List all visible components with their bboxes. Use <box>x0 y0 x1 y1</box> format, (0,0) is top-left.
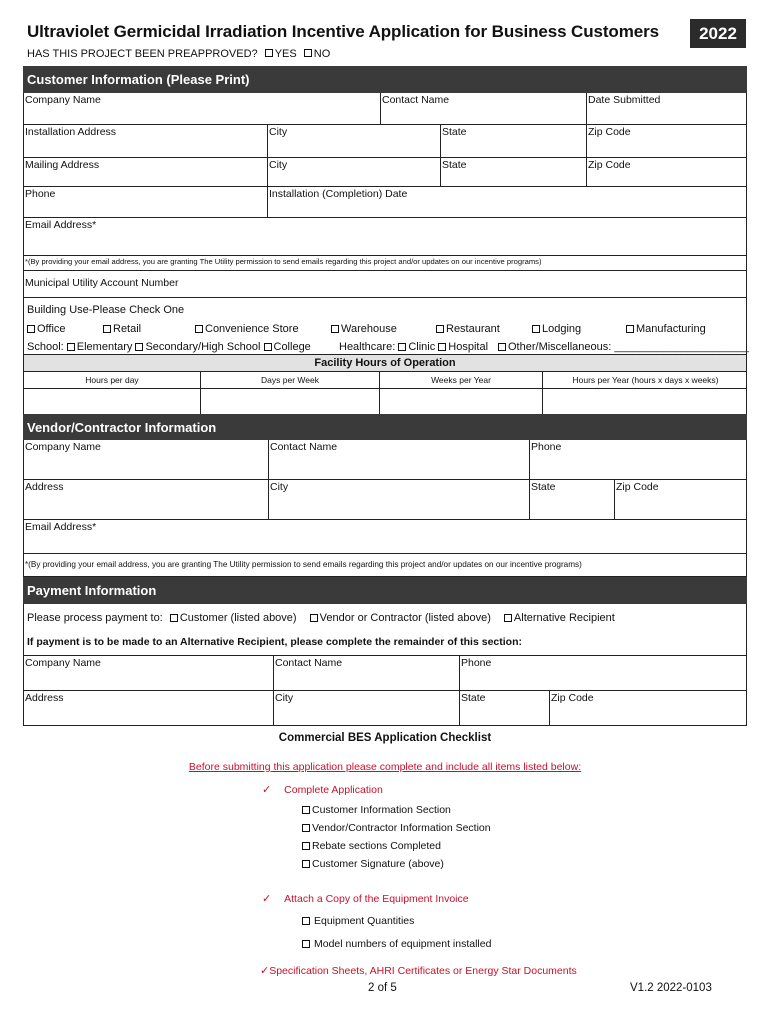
installation-address-field[interactable]: Installation Address <box>25 126 117 138</box>
alternative-recipient-note: If payment is to be made to an Alternative Recipient, please complete the remainder of this section: <box>27 636 522 648</box>
vendor-email-note: *(By providing your email address, you are granting The Utility permission to send emails regarding this project and/or updates on our incentive programs) <box>25 560 582 569</box>
hours-per-day-header: Hours per day <box>85 375 139 385</box>
vendor-state-field[interactable]: State <box>531 481 556 493</box>
customer-contact-name-field[interactable]: Contact Name <box>382 94 450 106</box>
checklist-instruction: Before submitting this application please complete and include all items listed below: <box>188 761 582 773</box>
use-restaurant-option[interactable]: Restaurant <box>436 323 500 335</box>
manufacturing-checkbox[interactable] <box>626 325 634 333</box>
retail-checkbox[interactable] <box>103 325 111 333</box>
alt-phone-field[interactable]: Phone <box>461 657 492 669</box>
customer-section-header: Customer Information (Please Print) <box>23 66 747 93</box>
weeks-per-year-input[interactable] <box>379 389 380 414</box>
payment-info-grid <box>23 655 747 726</box>
use-office-option[interactable]: Office <box>27 323 66 335</box>
alt-company-name-field[interactable]: Company Name <box>25 657 101 669</box>
lodging-checkbox[interactable] <box>532 325 540 333</box>
yes-label: YES <box>274 48 297 60</box>
sub-item-equipment-quantities: Equipment Quantities <box>302 915 414 927</box>
installation-city-field[interactable]: City <box>269 126 288 138</box>
secondary-checkbox[interactable] <box>135 343 143 351</box>
building-use-section <box>24 298 749 356</box>
vendor-zip-field[interactable]: Zip Code <box>616 481 659 493</box>
payment-section-header: Payment Information <box>23 577 747 604</box>
restaurant-checkbox[interactable] <box>436 325 444 333</box>
school-options: School: Elementary Secondary/High School College <box>27 341 311 353</box>
alt-contact-name-field[interactable]: Contact Name <box>275 657 343 669</box>
vendor-city-field[interactable]: City <box>270 481 289 493</box>
days-per-week-input[interactable] <box>200 389 201 414</box>
mailing-address-field[interactable]: Mailing Address <box>25 159 100 171</box>
vendor-section-header: Vendor/Contractor Information <box>23 414 747 440</box>
pay-vendor-checkbox[interactable] <box>310 614 318 622</box>
vendor-address-field[interactable]: Address <box>25 481 64 493</box>
facility-hours-grid <box>23 372 747 415</box>
preapproved-label: HAS THIS PROJECT BEEN PREAPPROVED? <box>27 48 258 60</box>
mailing-city-field[interactable]: City <box>269 159 288 171</box>
hours-per-year-header: Hours per Year (hours x days x weeks) <box>572 375 719 385</box>
vendor-company-name-field[interactable]: Company Name <box>25 441 101 453</box>
version-label: V1.2 2022-0103 <box>630 982 712 994</box>
vendor-contact-name-field[interactable]: Contact Name <box>270 441 338 453</box>
checklist-item-spec-sheets: ✓Specification Sheets, AHRI Certificates or Energy Star Documents <box>260 965 577 977</box>
other-checkbox[interactable] <box>498 343 506 351</box>
customer-company-name-field[interactable]: Company Name <box>25 94 101 106</box>
building-use-label: Building Use-Please Check One <box>27 304 185 316</box>
checklist-item-application: ✓ Complete Application <box>262 784 383 796</box>
use-warehouse-option[interactable]: Warehouse <box>331 323 397 335</box>
alt-state-field[interactable]: State <box>461 692 486 704</box>
customer-phone-field[interactable]: Phone <box>25 188 56 200</box>
installation-zip-field[interactable]: Zip Code <box>588 126 631 138</box>
hours-per-year-input[interactable] <box>542 389 543 414</box>
payment-recipient-line: Please process payment to: Customer (listed above) Vendor or Contractor (listed above) Alternative Recipient <box>27 612 615 624</box>
customer-email-field[interactable]: Email Address* <box>25 219 97 231</box>
alt-address-field[interactable]: Address <box>25 692 64 704</box>
payment-options <box>23 604 747 655</box>
customer-email-note: *(By providing your email address, you are granting The Utility permission to send emails regarding this project and/or updates on our incentive programs) <box>25 257 542 266</box>
use-convenience-option[interactable]: Convenience Store <box>195 323 299 335</box>
vendor-info-grid <box>23 440 747 577</box>
clinic-checkbox[interactable] <box>398 343 406 351</box>
office-checkbox[interactable] <box>27 325 35 333</box>
installation-state-field[interactable]: State <box>442 126 467 138</box>
pay-alternative-checkbox[interactable] <box>504 614 512 622</box>
form-title: Ultraviolet Germicidal Irradiation Incentive Application for Business Customers <box>27 22 659 41</box>
sub-item-model-numbers: Model numbers of equipment installed <box>302 938 491 950</box>
vendor-phone-field[interactable]: Phone <box>531 441 562 453</box>
alt-city-field[interactable]: City <box>275 692 294 704</box>
use-manufacturing-option[interactable]: Manufacturing <box>626 323 706 335</box>
elementary-checkbox[interactable] <box>67 343 75 351</box>
sub-item-customer-info: Customer Information Section <box>302 804 451 816</box>
mailing-zip-field[interactable]: Zip Code <box>588 159 631 171</box>
page-number: 2 of 5 <box>368 982 397 994</box>
alt-zip-field[interactable]: Zip Code <box>551 692 594 704</box>
healthcare-options: Healthcare: Clinic Hospital <box>339 341 489 353</box>
checkmark-icon: ✓ <box>262 784 272 796</box>
checklist-item-invoice: ✓ Attach a Copy of the Equipment Invoice <box>262 893 469 905</box>
vendor-email-field[interactable]: Email Address* <box>25 521 97 533</box>
checkmark-icon: ✓ <box>262 893 272 905</box>
no-label: NO <box>313 48 331 60</box>
year-badge: 2022 <box>690 19 746 48</box>
preapproved-yes-checkbox[interactable] <box>265 49 273 57</box>
college-checkbox[interactable] <box>264 343 272 351</box>
use-lodging-option[interactable]: Lodging <box>532 323 581 335</box>
preapproved-question <box>27 48 330 60</box>
convenience-checkbox[interactable] <box>195 325 203 333</box>
date-submitted-field[interactable]: Date Submitted <box>588 94 661 106</box>
warehouse-checkbox[interactable] <box>331 325 339 333</box>
days-per-week-header: Days per Week <box>261 375 319 385</box>
checkmark-icon: ✓ <box>260 965 270 977</box>
hospital-checkbox[interactable] <box>438 343 446 351</box>
other-option[interactable]: Other/Miscellaneous: ______________________ <box>498 341 749 353</box>
checklist-title: Commercial BES Application Checklist <box>278 732 492 744</box>
hours-per-day-input[interactable] <box>24 389 200 414</box>
account-number-field[interactable]: Municipal Utility Account Number <box>25 277 179 289</box>
facility-hours-heading: Facility Hours of Operation <box>23 354 747 372</box>
sub-item-vendor-info: Vendor/Contractor Information Section <box>302 822 491 834</box>
weeks-per-year-header: Weeks per Year <box>431 375 491 385</box>
customer-info-grid <box>23 93 747 356</box>
pay-customer-checkbox[interactable] <box>170 614 178 622</box>
mailing-state-field[interactable]: State <box>442 159 467 171</box>
preapproved-no-checkbox[interactable] <box>304 49 312 57</box>
use-retail-option[interactable]: Retail <box>103 323 141 335</box>
sub-item-customer-signature: Customer Signature (above) <box>302 858 444 870</box>
sub-item-rebate-sections: Rebate sections Completed <box>302 840 441 852</box>
installation-date-field[interactable]: Installation (Completion) Date <box>269 188 408 200</box>
